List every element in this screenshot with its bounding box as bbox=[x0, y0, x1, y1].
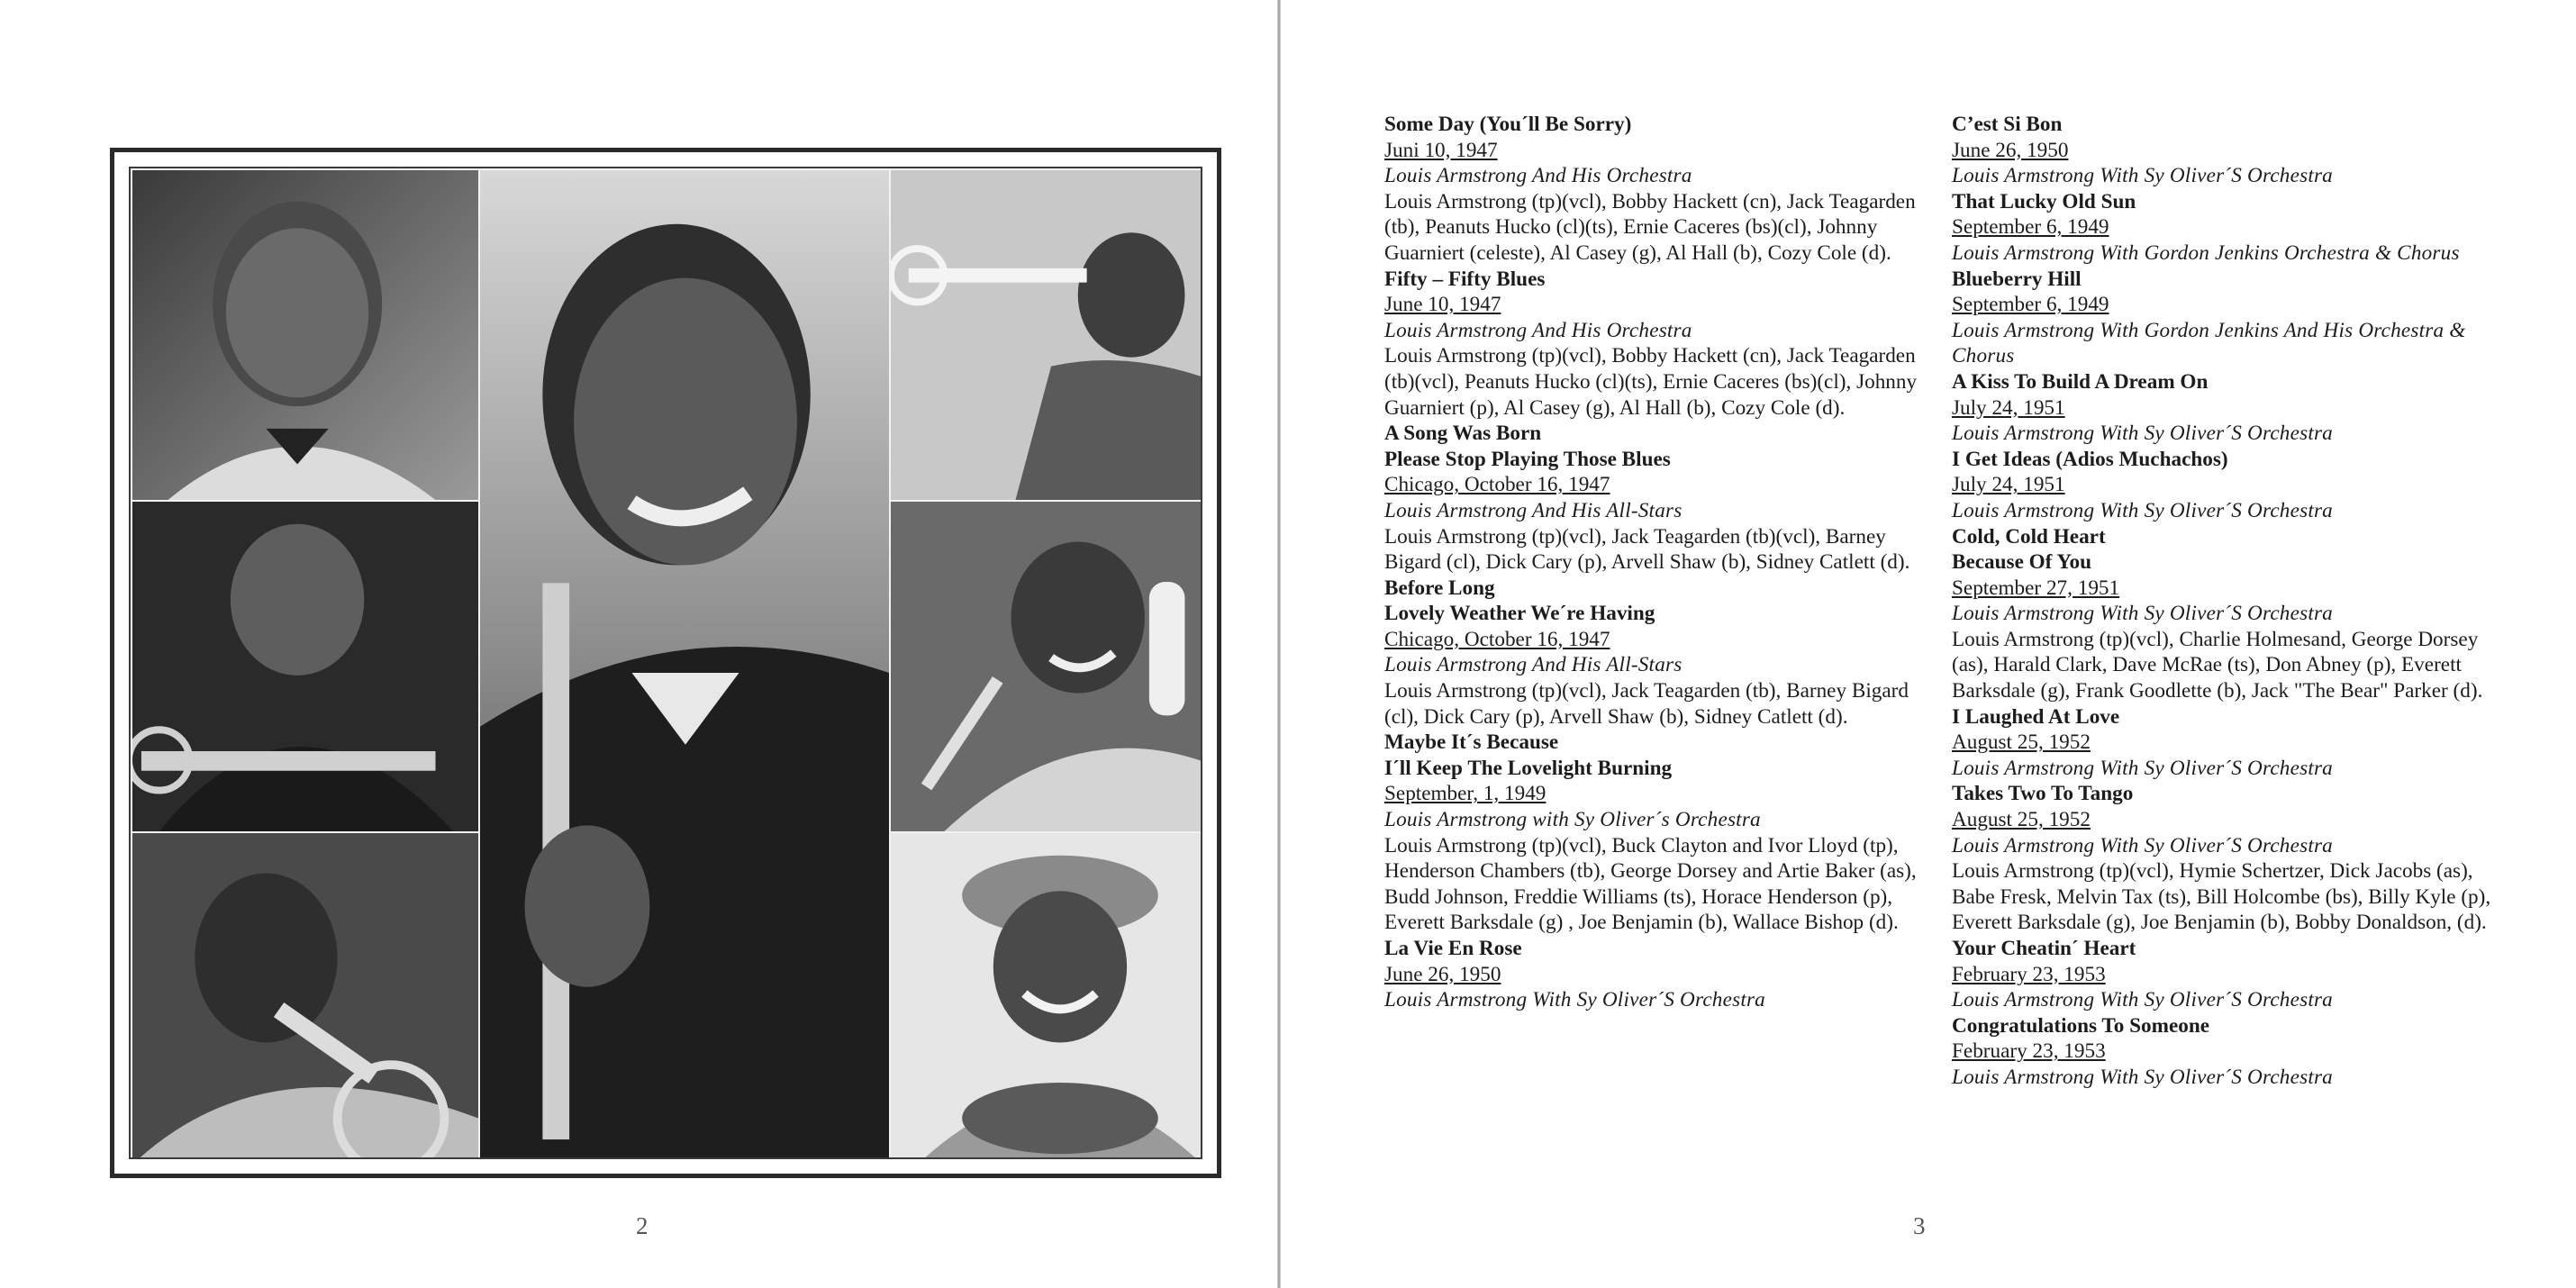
band-name: Louis Armstrong With Sy Oliver´S Orchestra bbox=[1384, 988, 1765, 1012]
track-entry bbox=[1384, 267, 1925, 422]
band-name: Louis Armstrong With Gordon Jenkins And His Orchestra & Chorus bbox=[1952, 318, 2466, 368]
track-title: Fifty – Fifty Blues bbox=[1384, 267, 1546, 291]
band-name: Louis Armstrong With Sy Oliver´S Orchestra bbox=[1952, 602, 2333, 626]
discography-column-1 bbox=[1384, 112, 1925, 1013]
band-name: Louis Armstrong With Sy Oliver´S Orchestra bbox=[1952, 988, 2333, 1012]
track-title: C’est Si Bon bbox=[1952, 113, 2063, 136]
recording-date: September 27, 1951 bbox=[1952, 576, 2120, 600]
personnel-list: Louis Armstrong (tp)(vcl), Charlie Holmesand, George Dorsey (as), Harald Clark, Dave McRae (ts), Don Abney (p), Everett Barksdale (g), Frank Goodlette (b), Jack "The Bear" Parker (d). bbox=[1952, 627, 2483, 703]
band-name: Louis Armstrong With Sy Oliver´S Orchestra bbox=[1952, 422, 2333, 446]
personnel-list: Louis Armstrong (tp)(vcl), Jack Teagarden (tb)(vcl), Barney Bigard (cl), Dick Cary (p), Arvell Shaw (b), Sidney Catlett (d). bbox=[1384, 524, 1910, 575]
track-entry bbox=[1952, 267, 2492, 369]
track-entry bbox=[1384, 576, 1925, 730]
band-name: Louis Armstrong With Sy Oliver´S Orchestra bbox=[1952, 1065, 2333, 1089]
track-title: Your Cheatin´ Heart bbox=[1952, 937, 2136, 960]
track-entry bbox=[1952, 189, 2492, 267]
band-name: Louis Armstrong And His All-Stars bbox=[1384, 498, 1683, 522]
recording-date: August 25, 1952 bbox=[1952, 730, 2091, 755]
band-name: Louis Armstrong with Sy Oliver´s Orchestra bbox=[1384, 808, 1761, 832]
track-entry bbox=[1952, 524, 2492, 704]
photo-cap-smiling-bottom-right bbox=[889, 831, 1202, 1159]
track-title: Some Day (You´ll Be Sorry) bbox=[1384, 113, 1632, 136]
photo-phone-call-middle-right bbox=[889, 500, 1202, 833]
photo-portrait-center-large bbox=[478, 168, 891, 1159]
recording-date: August 25, 1952 bbox=[1952, 808, 2091, 832]
recording-date: Juni 10, 1947 bbox=[1384, 138, 1498, 162]
track-title: Please Stop Playing Those Blues bbox=[1384, 447, 1671, 471]
track-title: Because Of You bbox=[1952, 550, 2092, 575]
personnel-list: Louis Armstrong (tp)(vcl), Bobby Hackett (cn), Jack Teagarden (tb), Peanuts Hucko (cl)(ts), Ernie Caceres (bs)(cl), Johnny Guarniert (celeste), Al Casey (g), Al Hall (b), Cozy Cole (d). bbox=[1384, 189, 1916, 265]
track-entry bbox=[1952, 369, 2492, 447]
personnel-list: Louis Armstrong (tp)(vcl), Bobby Hackett (cn), Jack Teagarden (tb)(vcl), Peanuts Hucko (cl)(ts), Ernie Caceres (bs)(cl), Johnny Guarniert (p), Al Casey (g), Al Hall (b), Cozy Cole (d). bbox=[1384, 344, 1918, 420]
photo-smiling-with-trumpet-middle-left bbox=[131, 500, 480, 833]
band-name: Louis Armstrong With Sy Oliver´S Orchestra bbox=[1952, 498, 2333, 522]
track-title: Takes Two To Tango bbox=[1952, 782, 2134, 806]
track-entry bbox=[1384, 730, 1925, 936]
recording-date: June 10, 1947 bbox=[1384, 293, 1501, 317]
track-title: Cold, Cold Heart bbox=[1952, 524, 2106, 549]
recording-date: September 6, 1949 bbox=[1952, 293, 2109, 317]
page-number-right: 3 bbox=[1913, 1212, 1926, 1239]
personnel-list: Louis Armstrong (tp)(vcl), Buck Clayton and Ivor Lloyd (tp), Henderson Chambers (tb), George Dorsey and Artie Baker (as), Budd Johnson, Freddie Williams (ts), Horace Henderson (p), Everett Barksdale (g) , Joe Benjamin (b), Wallace Bishop (d). bbox=[1384, 833, 1917, 935]
track-entry bbox=[1384, 421, 1925, 576]
track-entry bbox=[1384, 112, 1925, 267]
track-title: La Vie En Rose bbox=[1384, 937, 1522, 960]
band-name: Louis Armstrong With Sy Oliver´S Orchestra bbox=[1952, 833, 2333, 857]
band-name: Louis Armstrong With Sy Oliver´S Orchestra bbox=[1952, 164, 2333, 188]
recording-date: June 26, 1950 bbox=[1952, 138, 2069, 162]
recording-date: July 24, 1951 bbox=[1952, 395, 2065, 420]
track-title: Congratulations To Someone bbox=[1952, 1013, 2210, 1038]
page-number-left: 2 bbox=[636, 1212, 649, 1239]
track-entry bbox=[1952, 112, 2492, 189]
left-page bbox=[0, 0, 1279, 1288]
band-name: Louis Armstrong And His All-Stars bbox=[1384, 653, 1683, 677]
recording-date: September 6, 1949 bbox=[1952, 215, 2109, 240]
recording-date: July 24, 1951 bbox=[1952, 473, 2065, 497]
personnel-list: Louis Armstrong (tp)(vcl), Jack Teagarden (tb), Barney Bigard (cl), Dick Cary (p), Arvell Shaw (b), Sidney Catlett (d). bbox=[1384, 679, 1909, 729]
track-title: Before Long bbox=[1384, 576, 1495, 600]
recording-date: Chicago, October 16, 1947 bbox=[1384, 473, 1610, 497]
recording-date: June 26, 1950 bbox=[1384, 962, 1501, 986]
photo-portrait-top-left bbox=[131, 168, 480, 502]
track-title: That Lucky Old Sun bbox=[1952, 189, 2136, 213]
track-title: I´ll Keep The Lovelight Burning bbox=[1384, 756, 1673, 780]
recording-date: February 23, 1953 bbox=[1952, 962, 2106, 986]
track-entry bbox=[1952, 1013, 2492, 1091]
track-entry bbox=[1952, 781, 2492, 936]
track-title: I Get Ideas (Adios Muchachos) bbox=[1952, 447, 2228, 471]
band-name: Louis Armstrong With Gordon Jenkins Orchestra & Chorus bbox=[1952, 240, 2460, 265]
photo-trumpet-playing-top-right bbox=[889, 168, 1202, 502]
book-gutter bbox=[1277, 0, 1281, 1288]
track-entry bbox=[1952, 447, 2492, 524]
track-title: Maybe It´s Because bbox=[1384, 730, 1559, 755]
track-entry bbox=[1384, 936, 1925, 1013]
photo-collage bbox=[129, 167, 1202, 1159]
track-title: Blueberry Hill bbox=[1952, 267, 2082, 291]
discography-column-2 bbox=[1952, 112, 2492, 1091]
band-name: Louis Armstrong With Sy Oliver´S Orchestra bbox=[1952, 756, 2333, 780]
photo-collage-frame bbox=[110, 148, 1221, 1178]
recording-date: February 23, 1953 bbox=[1952, 1039, 2106, 1064]
track-title: A Song Was Born bbox=[1384, 422, 1542, 446]
personnel-list: Louis Armstrong (tp)(vcl), Hymie Schertzer, Dick Jacobs (as), Babe Fresk, Melvin Tax (ts), Bill Holcombe (bs), Billy Kyle (p), Everett Barksdale (g), Joe Benjamin (b), Bobby Donaldson, (d). bbox=[1952, 859, 2491, 935]
track-title: A Kiss To Build A Dream On bbox=[1952, 369, 2209, 394]
photo-playing-trumpet-bottom-left bbox=[131, 831, 480, 1159]
track-entry bbox=[1952, 936, 2492, 1013]
track-title: Lovely Weather We´re Having bbox=[1384, 602, 1655, 626]
track-entry bbox=[1952, 704, 2492, 782]
recording-date: September, 1, 1949 bbox=[1384, 782, 1547, 806]
recording-date: Chicago, October 16, 1947 bbox=[1384, 627, 1610, 651]
right-page bbox=[1288, 0, 2576, 1288]
band-name: Louis Armstrong And His Orchestra bbox=[1384, 318, 1692, 342]
track-title: I Laughed At Love bbox=[1952, 704, 2120, 729]
band-name: Louis Armstrong And His Orchestra bbox=[1384, 164, 1692, 188]
